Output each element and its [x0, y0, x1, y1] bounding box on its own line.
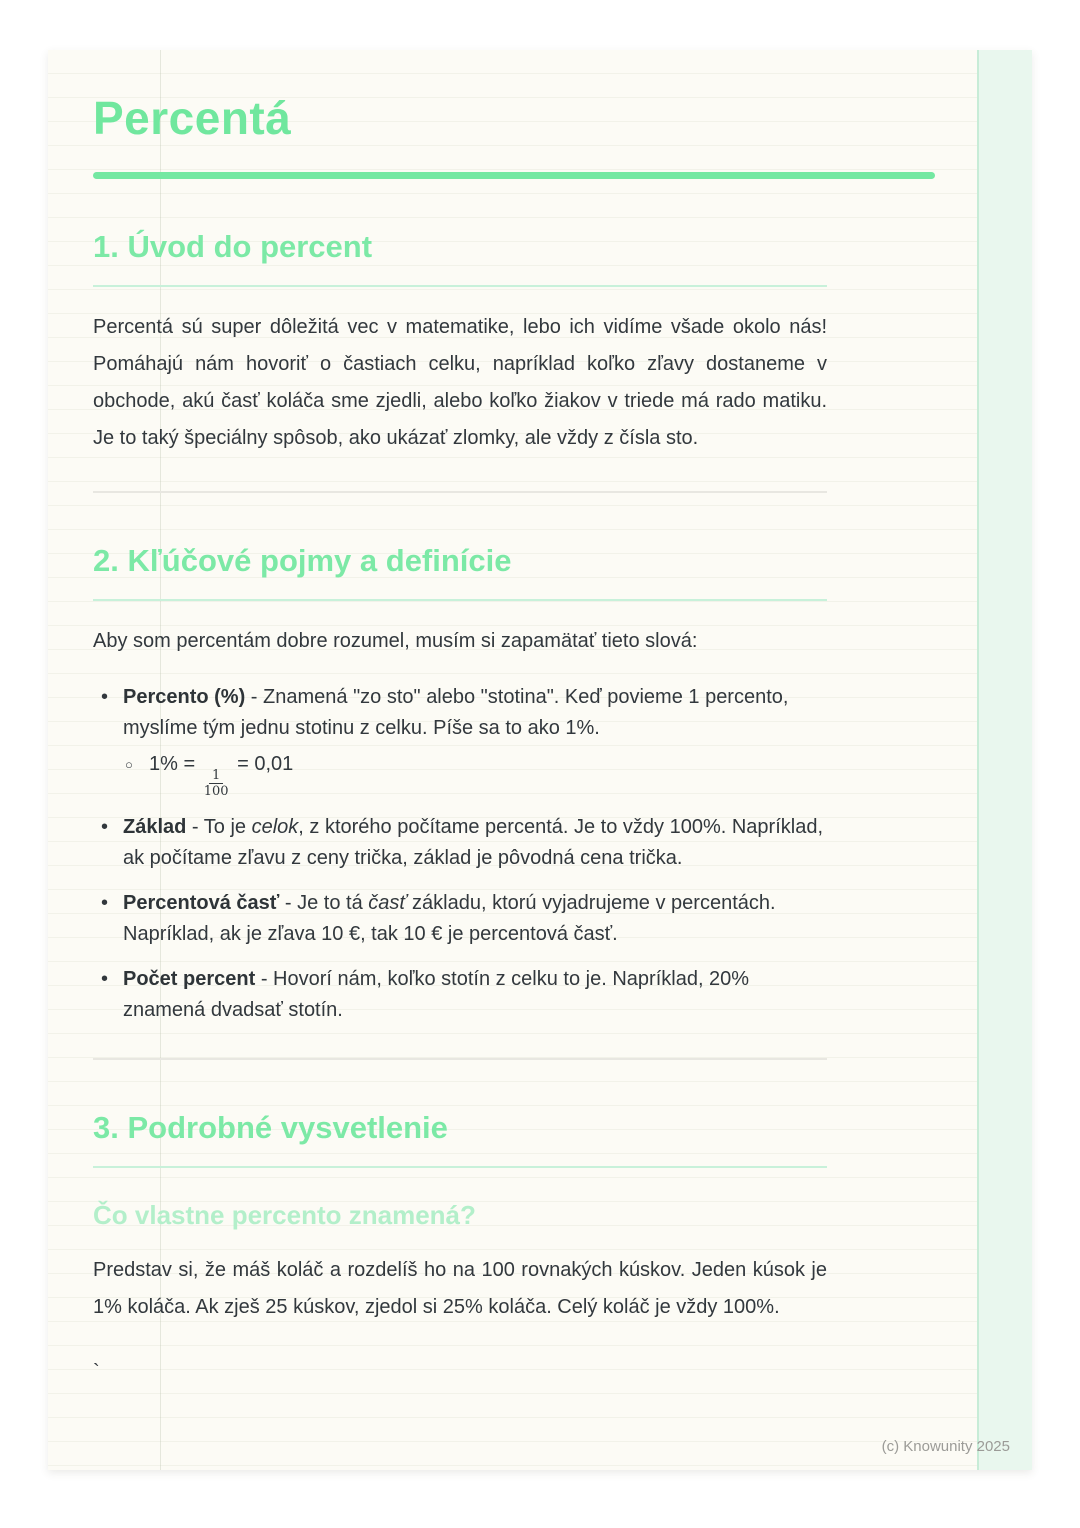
formula-pre: 1% =: [149, 753, 201, 775]
formula-post: = 0,01: [231, 753, 294, 775]
section-heading-1: 1. Úvod do percent: [93, 229, 373, 264]
key-terms-list: [93, 682, 827, 1026]
term-definition: - Hovorí nám, koľko stotín z celku to je. Napríklad, 20% znamená dvadsať stotín.: [123, 968, 750, 1021]
list-item-zaklad: [93, 812, 827, 874]
term-definition-post: základu, ktorú vyjadrujeme v percentách. Napríklad, ak je zľava 10 €, tak 10 € je percentová časť.: [123, 892, 776, 945]
section-2-intro: Aby som percentám dobre rozumel, musím si zapamätať tieto slová:: [93, 630, 698, 652]
term-definition: - Znamená "zo sto" alebo "stotina". Keď povieme 1 percento, myslíme tým jednu stotinu z celku. Píše sa to ako 1%.: [123, 686, 789, 739]
term-label: Základ: [123, 816, 187, 838]
page-content: [48, 50, 827, 1391]
section-underline-1: [93, 285, 827, 287]
right-accent-band: [977, 50, 1032, 1470]
footer-copyright: (c) Knowunity 2025: [881, 1438, 1010, 1455]
term-definition-pre: - Je to tá: [279, 892, 369, 914]
subsection-heading: Čo vlastne percento znamená?: [93, 1200, 476, 1230]
term-label: Počet percent: [123, 968, 256, 990]
section-divider-1: [93, 491, 827, 493]
list-item-pocet-percent: [93, 964, 827, 1026]
list-item-percento: [93, 682, 827, 798]
section-underline-2: [93, 599, 827, 601]
fraction: [204, 769, 229, 798]
fraction-numerator: 1: [209, 769, 223, 784]
section-heading-2: 2. Kľúčové pojmy a definície: [93, 543, 512, 578]
term-definition-italic: celok: [251, 816, 299, 838]
sub-list: [123, 747, 827, 798]
term-label: Percento (%): [123, 686, 246, 708]
section-heading-3: 3. Podrobné vysvetlenie: [93, 1110, 448, 1145]
section-divider-2: [93, 1058, 827, 1060]
section-underline-3: [93, 1166, 827, 1168]
fraction-denominator: 100: [203, 784, 229, 799]
section-1-paragraph: Percentá sú super dôležitá vec v matematike, lebo ich vidíme všade okolo nás! Pomáhajú nám hovoriť o častiach celku, napríklad koľko zľavy dostaneme v obchode, akú časť koláča sme zjedli, alebo koľko žiakov v triede má rado matiku. Je to taký špeciálny spôsob, ako ukázať zlomky, ale vždy z čísla sto.: [93, 316, 827, 449]
term-definition-italic: časť: [368, 892, 407, 914]
sub-list-item-formula: [123, 747, 827, 798]
term-definition-post: , z ktorého počítame percentá. Je to vždy 100%. Napríklad, ak počítame zľavu z ceny trička, základ je pôvodná cena trička.: [123, 816, 823, 869]
notes-page: [48, 50, 1032, 1470]
title-underline-bar: [93, 172, 935, 179]
term-definition-pre: - To je: [186, 816, 252, 838]
stray-backtick-mark: `: [93, 1361, 100, 1383]
term-label: Percentová časť: [123, 892, 280, 914]
page-title: Percentá: [93, 92, 292, 144]
section-3-paragraph: Predstav si, že máš koláč a rozdelíš ho na 100 rovnakých kúskov. Jeden kúsok je 1% koláča. Ak zješ 25 kúskov, zjedol si 25% koláča. Celý koláč je vždy 100%.: [93, 1259, 827, 1318]
list-item-percentova-cast: [93, 888, 827, 950]
